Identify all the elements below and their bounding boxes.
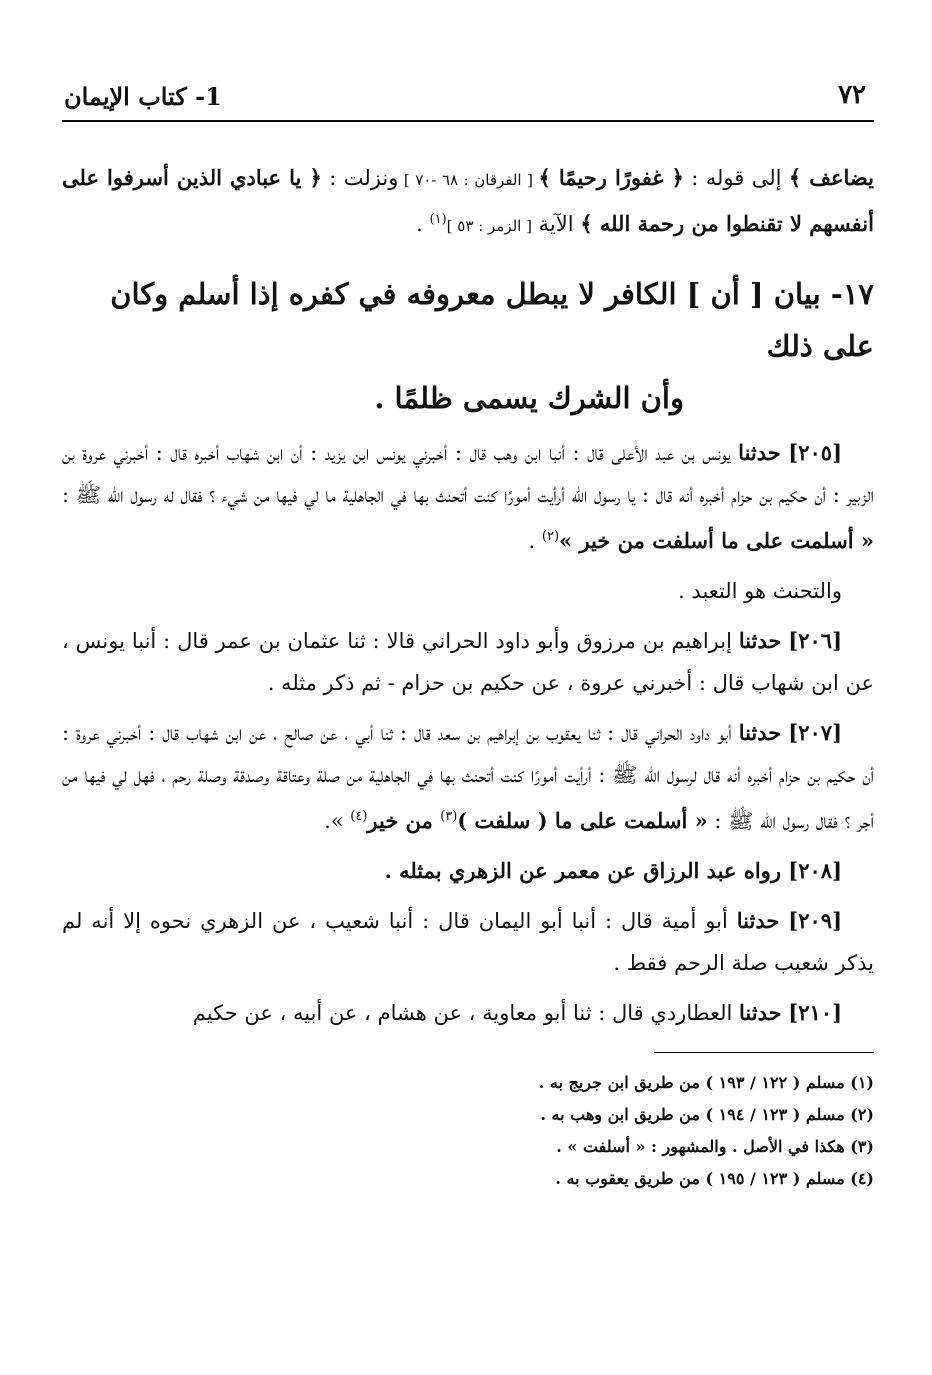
section-heading-line-2: وأن الشرك يسمى ظلمًا . [374,381,684,415]
intro-text-5: ونزلت : [321,166,399,190]
intro-ref-2: [ الزمر : ٥٣ ] [446,217,532,235]
hadith-number: [٢٠٩] [788,908,842,933]
intro-text-1: يضاعف ﴾ [788,165,874,190]
hadith-text: يونس بن عبد الأعلى قال : أنبا ابن وهب قال : أخبرني يونس ابن يزيد : أن ابن شهاب أخبره قال : أخبرني عروة بن الزبير : أن حكيم بن حزام أخبره أنه قال : يا رسول الله أرأيت أمورًا كنت أتحنث بها في الجاهلية ما لي فيها من شيء ؟ فقال له رسول الله ﷺ : [62,441,874,507]
hadith-210 [62,992,874,1034]
hadith-end: ». [324,809,351,833]
hadith-quote: « أسلمت على ما ( سلفت ) [457,808,708,833]
header-rule [62,120,874,122]
footnote-marker-1: (١) [429,212,447,227]
narration-keyword: حدثنا [738,628,782,653]
book-page [62,70,874,1195]
hadith-208 [62,850,874,892]
hadith-number: [٢١٠] [788,1000,842,1025]
running-head [62,70,874,116]
intro-paragraph [62,158,874,246]
hadith-number: [٢٠٧] [788,720,842,745]
hadith-205 [62,432,874,562]
footnote-marker-2: (٢) [541,529,560,544]
narration-keyword: حدثنا [736,908,780,933]
note-text: والتحنث هو التعبد . [678,579,842,603]
hadith-text: أبو داود الحراني قال : ثنا يعقوب بن إبراهيم بن سعد قال : ثنا أبي ، عن صالح ، عن ابن شهاب قال : أخبرني عروة : أن حكيم بن حزام أخبره أنه قال لرسول الله ﷺ : أرأيت أمورًا كنت أتحنث بها في الجاهلية من صلة وعتاقة وصدقة وصلة رحم ، فهل لي فيها من أجر ؟ فقال رسول الله ﷺ : [62,721,874,833]
intro-ref-1: [ الفرقان : ٦٨ -٧٠ ] [398,171,539,189]
hadith-text: إبراهيم بن مرزوق وأبو داود الحراني قالا : ثنا عثمان بن عمر قال : أنبا يونس ، عن ابن شهاب قال : أخبرني عروة ، عن حكيم بن حزام - ثم ذكر مثله . [62,629,874,695]
hadith-206 [62,620,874,704]
section-heading [62,268,874,424]
footnote-marker-3: (٣) [440,809,458,824]
intro-quran-1: ﴿ غفورًا رحيمًا ﴾ [538,165,684,190]
footnotes [62,1067,874,1195]
hadith-number: [٢٠٥] [788,440,842,465]
hadith-209 [62,900,874,984]
footnote-marker-4: (٤) [350,809,368,824]
hadith-end: . [528,529,542,553]
intro-text-7: الآية [531,212,581,236]
footnote-3: (٣) هكذا في الأصل . والمشهور : « أسلفت » . [556,1137,874,1156]
footnote-4: (٤) مسلم ( ١٢٣ / ١٩٥ ) من طريق يعقوب به . [555,1169,874,1188]
hadith-text: أبو أمية قال : أنبا أبو اليمان قال : أنبا شعيب ، عن الزهري نحوه إلا أنه لم يذكر شعيب صلة الرحم فقط . [62,909,874,975]
footnote-rule [654,1052,874,1053]
intro-quran-2: ﴿ يا عبادي الذين أسرفوا على أنفسهم لا تقنطوا من رحمة الله ﴾ [62,165,874,236]
page-number: ٧٢ [838,80,866,110]
hadith-text: العطاردي قال : ثنا أبو معاوية ، عن هشام ، عن أبيه ، عن حكيم [192,1001,739,1025]
intro-text-2: إلى قوله : [683,166,789,190]
hadith-quote: « أسلمت على ما أسلفت من خير » [559,528,874,553]
hadith-text: رواه عبد الرزاق عن معمر عن الزهري بمثله . [384,858,789,883]
hadith-207 [62,712,874,842]
footnote-1: (١) مسلم ( ١٢٢ / ١٩٣ ) من طريق ابن جريج به . [538,1073,874,1092]
narration-keyword: حدثنا [738,720,782,745]
section-heading-line-1: ١٧- بيان [ أن ] الكافر لا يبطل معروفه في كفره إذا أسلم وكان على ذلك [110,277,874,363]
chapter-title: 1- كتاب الإيمان [64,82,222,111]
narration-keyword: حدثنا [739,1000,782,1025]
narration-keyword: حدثنا [738,440,781,465]
hadith-number: [٢٠٨] [788,858,842,883]
hadith-205-note [62,570,874,612]
hadith-quote-2: من خير [367,808,441,833]
footnote-2: (٢) مسلم ( ١٢٣ / ١٩٤ ) من طريق ابن وهب به . [540,1105,874,1124]
intro-text-10: . [416,212,430,236]
hadith-number: [٢٠٦] [788,628,843,653]
